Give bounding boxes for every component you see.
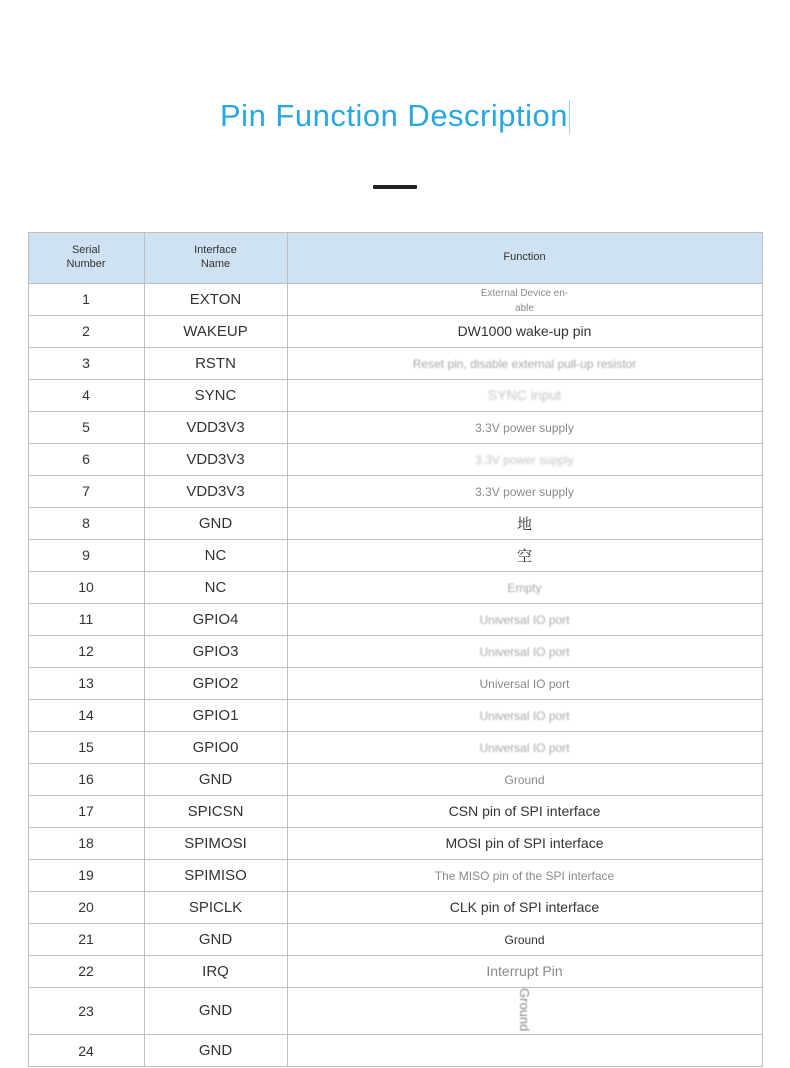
cell-function-text: Universal IO port <box>479 708 570 723</box>
cell-function <box>287 475 762 507</box>
cell-function-text: Universal IO port <box>479 740 570 755</box>
cell-serial-number: 15 <box>28 731 144 763</box>
cell-function <box>287 347 762 379</box>
cell-function-text: Universal IO port <box>479 612 570 627</box>
table-row <box>28 731 762 763</box>
column-header-name-line1: Interface <box>194 244 237 257</box>
cell-function-text: Interrupt Pin <box>486 963 563 980</box>
cell-interface-name: VDD3V3 <box>144 411 287 443</box>
cell-interface-name: NC <box>144 539 287 571</box>
column-header-serial-line1: Serial <box>71 244 101 257</box>
table-row <box>28 891 762 923</box>
cell-serial-number: 7 <box>28 475 144 507</box>
cell-function-text: Ground <box>504 772 545 787</box>
cell-serial-number: 22 <box>28 955 144 987</box>
table-header-row <box>28 232 762 283</box>
cell-serial-number: 17 <box>28 795 144 827</box>
cell-interface-name: VDD3V3 <box>144 443 287 475</box>
cell-serial-number: 13 <box>28 667 144 699</box>
cell-function <box>287 731 762 763</box>
cell-function <box>287 955 762 987</box>
cell-serial-number: 20 <box>28 891 144 923</box>
table-row <box>28 379 762 411</box>
cell-serial-number: 4 <box>28 379 144 411</box>
table-row <box>28 1035 762 1067</box>
table-row <box>28 443 762 475</box>
cell-interface-name: WAKEUP <box>144 315 287 347</box>
cell-interface-name: SPICLK <box>144 891 287 923</box>
cell-function-line1: External Device en- <box>480 287 569 299</box>
cell-serial-number: 18 <box>28 827 144 859</box>
cell-function-text: SYNC input <box>487 387 562 404</box>
column-header-serial-number <box>28 232 144 283</box>
cell-serial-number: 9 <box>28 539 144 571</box>
table-row <box>28 411 762 443</box>
cell-serial-number: 14 <box>28 699 144 731</box>
title-divider-wrap <box>0 176 790 194</box>
cell-function-text-vertical: Ground <box>517 987 532 1032</box>
cell-interface-name: GND <box>144 507 287 539</box>
cell-function-text: Reset pin, disable external pull-up resistor <box>412 356 637 371</box>
cell-interface-name: GPIO0 <box>144 731 287 763</box>
table-row <box>28 955 762 987</box>
cell-serial-number: 2 <box>28 315 144 347</box>
column-header-interface-name <box>144 232 287 283</box>
cell-serial-number: 19 <box>28 859 144 891</box>
table-row <box>28 667 762 699</box>
cell-function-text: Ground <box>504 932 545 947</box>
cell-interface-name: RSTN <box>144 347 287 379</box>
cell-serial-number: 3 <box>28 347 144 379</box>
table-row <box>28 539 762 571</box>
cell-interface-name: IRQ <box>144 955 287 987</box>
page-title <box>0 21 790 134</box>
table-row <box>28 987 762 1034</box>
cell-serial-number: 11 <box>28 603 144 635</box>
cell-function-text: 空 <box>516 547 532 565</box>
cell-interface-name: GND <box>144 923 287 955</box>
table-row <box>28 859 762 891</box>
table-row <box>28 699 762 731</box>
column-header-serial-line2: Number <box>66 257 106 270</box>
cell-serial-number: 23 <box>28 987 144 1034</box>
cell-function-line2: able <box>515 303 534 315</box>
table-row <box>28 603 762 635</box>
cell-serial-number: 12 <box>28 635 144 667</box>
table-row <box>28 763 762 795</box>
cell-function-text: 3.3V power supply <box>475 484 574 499</box>
cell-interface-name: EXTON <box>144 283 287 315</box>
cell-function-text: The MISO pin of the SPI interface <box>434 868 615 883</box>
cell-function-text: 地 <box>516 515 532 533</box>
table-row <box>28 315 762 347</box>
cell-interface-name: VDD3V3 <box>144 475 287 507</box>
cell-interface-name: NC <box>144 571 287 603</box>
cell-serial-number: 10 <box>28 571 144 603</box>
table-row <box>28 283 762 315</box>
cell-serial-number: 8 <box>28 507 144 539</box>
cell-function <box>287 763 762 795</box>
cell-function <box>287 699 762 731</box>
pin-function-table <box>28 232 763 1067</box>
column-header-name-line2: Name <box>200 257 231 270</box>
cell-interface-name: SPIMOSI <box>144 827 287 859</box>
table-row <box>28 635 762 667</box>
cell-function <box>287 283 762 315</box>
table-row <box>28 571 762 603</box>
cell-function <box>287 891 762 923</box>
table-row <box>28 923 762 955</box>
cell-interface-name: SPICSN <box>144 795 287 827</box>
cell-function <box>287 571 762 603</box>
cell-function-text: CLK pin of SPI interface <box>449 899 600 916</box>
cell-interface-name: GND <box>144 987 287 1034</box>
column-header-function: Function <box>287 232 762 283</box>
cell-function-text: Universal IO port <box>479 676 570 691</box>
table-row <box>28 795 762 827</box>
cell-function <box>287 603 762 635</box>
cell-function <box>287 795 762 827</box>
cell-function <box>287 859 762 891</box>
title-divider <box>373 185 417 189</box>
table-body <box>28 283 762 1066</box>
cell-interface-name: GND <box>144 763 287 795</box>
cell-function-text: CSN pin of SPI interface <box>448 803 601 820</box>
cell-function <box>287 315 762 347</box>
cell-serial-number: 16 <box>28 763 144 795</box>
cell-function-text: Universal IO port <box>479 644 570 659</box>
table-row <box>28 827 762 859</box>
cell-interface-name: GPIO2 <box>144 667 287 699</box>
cell-serial-number: 24 <box>28 1035 144 1067</box>
cell-function <box>287 635 762 667</box>
cell-serial-number: 21 <box>28 923 144 955</box>
cell-function <box>287 507 762 539</box>
cell-function-text: MOSI pin of SPI interface <box>445 835 604 852</box>
table-header <box>28 232 762 283</box>
cell-interface-name: GPIO1 <box>144 699 287 731</box>
cell-interface-name: GPIO4 <box>144 603 287 635</box>
cell-serial-number: 5 <box>28 411 144 443</box>
cell-function <box>287 539 762 571</box>
cell-function-text: 3.3V power supply <box>475 420 574 435</box>
cell-serial-number: 6 <box>28 443 144 475</box>
table-row <box>28 475 762 507</box>
cell-function <box>287 923 762 955</box>
cell-interface-name: GND <box>144 1035 287 1067</box>
cell-interface-name: SYNC <box>144 379 287 411</box>
table-row <box>28 347 762 379</box>
cell-function-text: DW1000 wake-up pin <box>457 323 592 340</box>
cell-function <box>287 443 762 475</box>
cell-function <box>287 987 762 1034</box>
cell-function-text: 3.3V power supply <box>475 452 574 467</box>
text-cursor <box>569 100 570 134</box>
cell-function <box>287 827 762 859</box>
cell-function <box>287 667 762 699</box>
cell-interface-name: SPIMISO <box>144 859 287 891</box>
cell-function <box>287 411 762 443</box>
page-title-text: Pin Function Description <box>220 97 568 133</box>
cell-serial-number: 1 <box>28 283 144 315</box>
cell-interface-name: GPIO3 <box>144 635 287 667</box>
table-row <box>28 507 762 539</box>
document-page <box>0 21 790 1068</box>
cell-function-text: Empty <box>507 580 542 595</box>
cell-function <box>287 379 762 411</box>
cell-function <box>287 1035 762 1067</box>
